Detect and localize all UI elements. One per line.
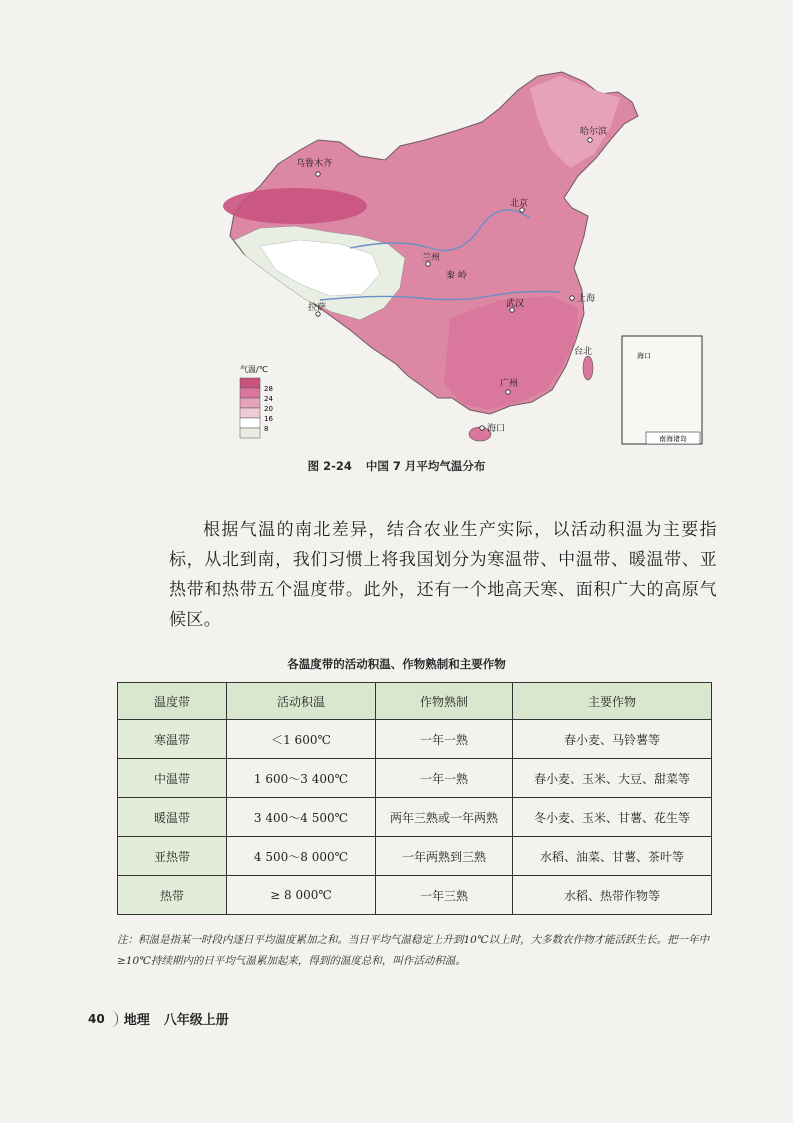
table-row [118, 876, 712, 915]
map-legend [240, 364, 273, 438]
map-svg [200, 68, 705, 446]
city-marker-shanghai [570, 296, 574, 300]
table-cell: 春小麦、玉米、大豆、甜菜等 [513, 759, 712, 798]
table-cell: 一年一熟 [376, 720, 513, 759]
inset-haikou-label: 海口 [637, 352, 651, 360]
page-footer [88, 1009, 229, 1028]
table-cell: ≥ 8 000℃ [227, 876, 376, 915]
figure-number: 图 2-24 [307, 459, 352, 473]
city-label-harbin: 哈尔滨 [580, 127, 608, 137]
table-cell: 亚热带 [118, 837, 227, 876]
legend-swatch-2 [240, 388, 260, 398]
table-cell: 一年一熟 [376, 759, 513, 798]
body-paragraph [169, 515, 717, 635]
range-label-qinling: 秦 岭 [446, 271, 467, 281]
legend-level-20: 20 [264, 405, 273, 413]
table-header-cell: 作物熟制 [376, 683, 513, 720]
city-label-haikou: 海口 [487, 424, 506, 434]
inset-label: 南海诸岛 [659, 435, 687, 443]
city-label-beijing: 北京 [510, 199, 529, 209]
table-title: 各温度带的活动积温、作物熟制和主要作物 [287, 657, 506, 671]
table-row [118, 837, 712, 876]
table-cell: ＜1 600℃ [227, 720, 376, 759]
table-cell: 暖温带 [118, 798, 227, 837]
figure-title: 中国 7 月平均气温分布 [365, 459, 486, 473]
city-label-taibei: 台北 [574, 347, 593, 357]
city-marker-guangzhou [506, 390, 510, 394]
table-cell: 寒温带 [118, 720, 227, 759]
city-label-shanghai: 上海 [577, 294, 596, 304]
table-row [118, 759, 712, 798]
city-label-lhasa: 拉萨 [308, 303, 327, 313]
table-header-cell: 活动积温 [227, 683, 376, 720]
legend-title: 气温/℃ [240, 365, 268, 374]
legend-swatch-1 [240, 378, 260, 388]
page-number-brace-icon [111, 1011, 118, 1027]
table-cell: 4 500～8 000℃ [227, 837, 376, 876]
table-cell: 中温带 [118, 759, 227, 798]
footer-subject: 地理 [123, 1013, 150, 1028]
city-marker-urumqi [316, 172, 320, 176]
table-cell: 1 600～3 400℃ [227, 759, 376, 798]
legend-level-24: 24 [264, 395, 273, 403]
table-cell: 春小麦、马铃薯等 [513, 720, 712, 759]
table-cell: 热带 [118, 876, 227, 915]
table-header-cell: 主要作物 [513, 683, 712, 720]
legend-swatch-5 [240, 418, 260, 428]
legend-level-16: 16 [264, 415, 273, 423]
city-marker-haikou [480, 426, 484, 430]
table-cell: 一年两熟到三熟 [376, 837, 513, 876]
city-label-guangzhou: 广州 [500, 379, 519, 389]
table-cell: 冬小麦、玉米、甘薯、花生等 [513, 798, 712, 837]
city-label-urumqi: 乌鲁木齐 [296, 159, 333, 169]
legend-level-8: 8 [264, 425, 269, 433]
southeast-hot-zone [444, 296, 578, 410]
legend-swatch-3 [240, 398, 260, 408]
table-row [118, 798, 712, 837]
south-china-sea-inset [622, 336, 702, 444]
taiwan-island [583, 356, 593, 380]
table-header-row [118, 683, 712, 720]
temperature-belt-table [117, 682, 712, 915]
city-marker-harbin [588, 138, 592, 142]
tarim-basin-hot [223, 188, 367, 224]
city-label-lanzhou: 兰州 [422, 253, 441, 263]
table-cell: 水稻、油菜、甘薯、茶叶等 [513, 837, 712, 876]
table-row [118, 720, 712, 759]
temperature-map [200, 68, 705, 446]
page-number: 40 [88, 1011, 105, 1026]
table-cell: 3 400～4 500℃ [227, 798, 376, 837]
figure-caption [0, 458, 793, 474]
legend-swatch-6 [240, 428, 260, 438]
legend-swatch-4 [240, 408, 260, 418]
city-label-wuhan: 武汉 [506, 299, 525, 309]
body-paragraph-text: 根据气温的南北差异，结合农业生产实际，以活动积温为主要指标，从北到南，我们习惯上将我国划分为寒温带、中温带、暖温带、亚热带和热带五个温度带。此外，还有一个地高天寒、面积广大的高原气候区。 [169, 520, 717, 630]
table-cell: 一年三熟 [376, 876, 513, 915]
table-header-cell: 温度带 [118, 683, 227, 720]
table-cell: 两年三熟或一年两熟 [376, 798, 513, 837]
table-note: 注：积温是指某一时段内逐日平均温度累加之和。当日平均气温稳定上升到10℃以上时，大多数农作物才能活跃生长。把一年中≥10℃持续期内的日平均气温累加起来，得到的温度总和，叫作活动积温。 [117, 934, 710, 967]
table-cell: 水稻、热带作物等 [513, 876, 712, 915]
footer-grade: 八年级上册 [163, 1013, 229, 1028]
legend-level-28: 28 [264, 385, 273, 393]
